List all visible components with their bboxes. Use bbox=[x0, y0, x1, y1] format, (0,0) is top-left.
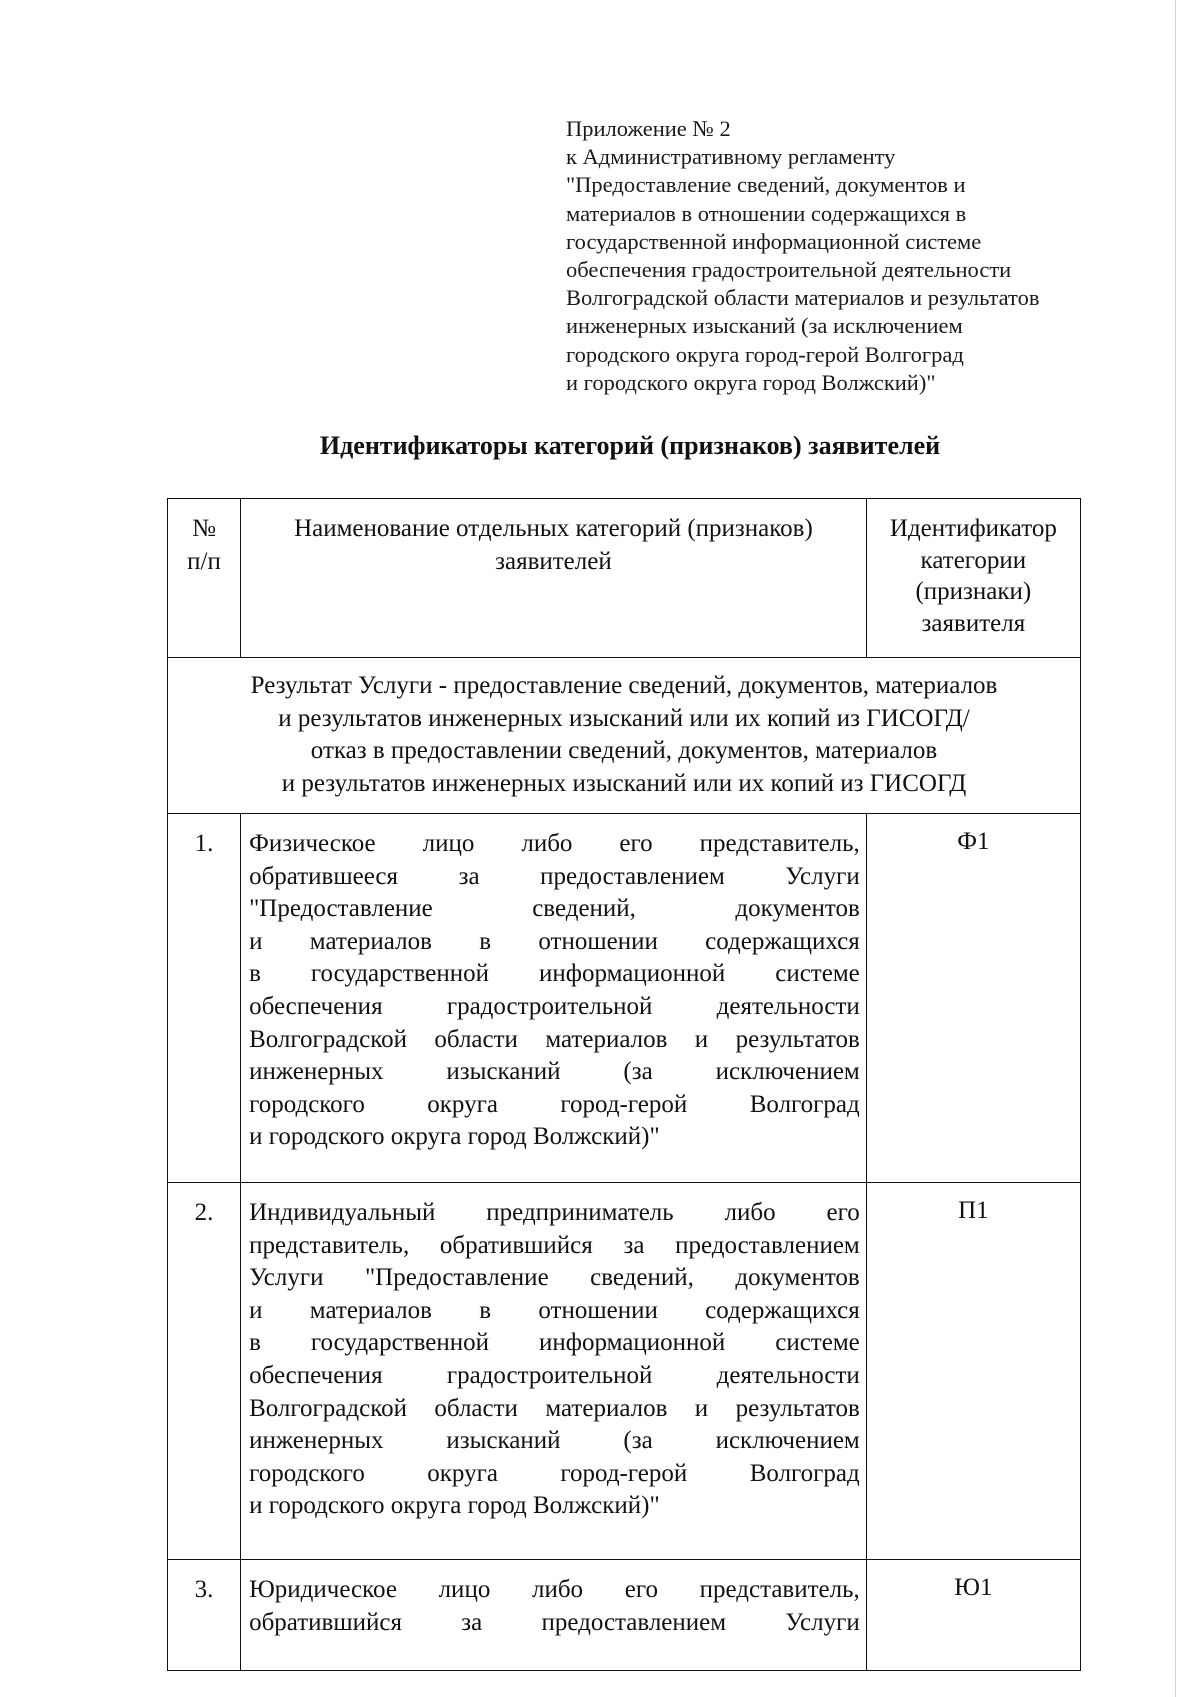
text-line: инженерных изысканий (за исключением bbox=[249, 1058, 860, 1086]
appendix-line: Приложение № 2 bbox=[566, 116, 731, 141]
appendix-line: инженерных изысканий (за исключением bbox=[566, 313, 963, 339]
header-id-line: категории bbox=[920, 546, 1027, 574]
text-line: инженерных изысканий (за исключением bbox=[249, 1427, 860, 1455]
text-line: Волгоградской области материалов и результатов bbox=[249, 1394, 860, 1422]
header-id-line: (признаки) bbox=[915, 578, 1032, 606]
text-line: и городского округа город Волжский)" bbox=[249, 1123, 660, 1151]
row-identifier: Ф1 bbox=[866, 814, 1080, 1183]
categories-table bbox=[167, 498, 1081, 1671]
row-number: 2. bbox=[168, 1183, 241, 1560]
table-row bbox=[168, 814, 1081, 1183]
header-id-cell bbox=[866, 499, 1080, 658]
header-number-line: п/п bbox=[187, 547, 221, 575]
header-name-cell bbox=[241, 499, 867, 658]
table-row bbox=[168, 1560, 1081, 1671]
result-row bbox=[168, 658, 1081, 814]
appendix-line: городского округа город-герой Волгоград bbox=[566, 341, 964, 367]
result-cell bbox=[168, 658, 1081, 814]
text-line: Волгоградской области материалов и результатов bbox=[249, 1025, 860, 1053]
result-line: Результат Услуги - предоставление сведений, документов, материалов bbox=[250, 672, 998, 699]
text-line: "Предоставление сведений, документов bbox=[249, 895, 860, 923]
appendix-line: к Административному регламенту bbox=[566, 144, 896, 170]
text-line: Физическое лицо либо его представитель, bbox=[249, 830, 860, 857]
text-line: Индивидуальный предприниматель либо его bbox=[249, 1199, 860, 1226]
text-line: и материалов в отношении содержащихся bbox=[249, 1296, 860, 1324]
header-name-line: заявителей bbox=[495, 547, 612, 575]
text-line: Услуги "Предоставление сведений, документов bbox=[249, 1264, 860, 1292]
text-line: и материалов в отношении содержащихся bbox=[249, 927, 860, 955]
result-line: и результатов инженерных изысканий или их копий из ГИСОГД/ bbox=[278, 704, 970, 732]
appendix-line: обеспечения градостроительной деятельности bbox=[566, 257, 1012, 283]
text-line: Юридическое лицо либо его представитель, bbox=[249, 1576, 860, 1603]
text-line: обратившийся за предоставлением Услуги bbox=[249, 1608, 860, 1636]
row-category-text bbox=[241, 1183, 867, 1560]
text-line: в государственной информационной системе bbox=[249, 960, 860, 988]
row-identifier: Ю1 bbox=[866, 1560, 1080, 1671]
appendix-line: материалов в отношении содержащихся в bbox=[566, 200, 967, 226]
text-line: представитель, обратившийся за предоставлением bbox=[249, 1231, 860, 1259]
appendix-line: "Предоставление сведений, документов и bbox=[566, 172, 966, 198]
header-id-line: заявителя bbox=[921, 609, 1026, 637]
row-category-text bbox=[241, 1560, 867, 1671]
row-identifier: П1 bbox=[866, 1183, 1080, 1560]
appendix-line: государственной информационной системе bbox=[566, 228, 982, 254]
header-number-line: № bbox=[192, 515, 216, 542]
header-name-line: Наименование отдельных категорий (признаков) bbox=[294, 515, 813, 542]
table-row bbox=[168, 1183, 1081, 1560]
scan-edge-line bbox=[1175, 0, 1176, 1697]
appendix-line: и городского округа город Волжский)" bbox=[566, 369, 936, 395]
text-line: обеспечения градостроительной деятельности bbox=[249, 1361, 860, 1389]
result-line: и результатов инженерных изысканий или их копий из ГИСОГД bbox=[281, 769, 967, 797]
table-header-row bbox=[168, 499, 1081, 658]
appendix-note bbox=[566, 115, 1106, 397]
header-number-cell bbox=[168, 499, 241, 658]
text-line: городского округа город-герой Волгоград bbox=[249, 1090, 860, 1118]
text-line: в государственной информационной системе bbox=[249, 1329, 860, 1357]
text-line: и городского округа город Волжский)" bbox=[249, 1492, 660, 1520]
row-category-text bbox=[241, 814, 867, 1183]
appendix-line: Волгоградской области материалов и результатов bbox=[566, 285, 1040, 311]
row-number: 3. bbox=[168, 1560, 241, 1671]
row-number: 1. bbox=[168, 814, 241, 1183]
document-title: Идентификаторы категорий (признаков) заявителей bbox=[319, 431, 941, 460]
text-line: городского округа город-герой Волгоград bbox=[249, 1459, 860, 1487]
result-line: отказ в предоставлении сведений, документов, материалов bbox=[310, 737, 938, 765]
text-line: обеспечения градостроительной деятельности bbox=[249, 992, 860, 1020]
header-id-line: Идентификатор bbox=[889, 515, 1057, 542]
text-line: обратившееся за предоставлением Услуги bbox=[249, 862, 860, 890]
